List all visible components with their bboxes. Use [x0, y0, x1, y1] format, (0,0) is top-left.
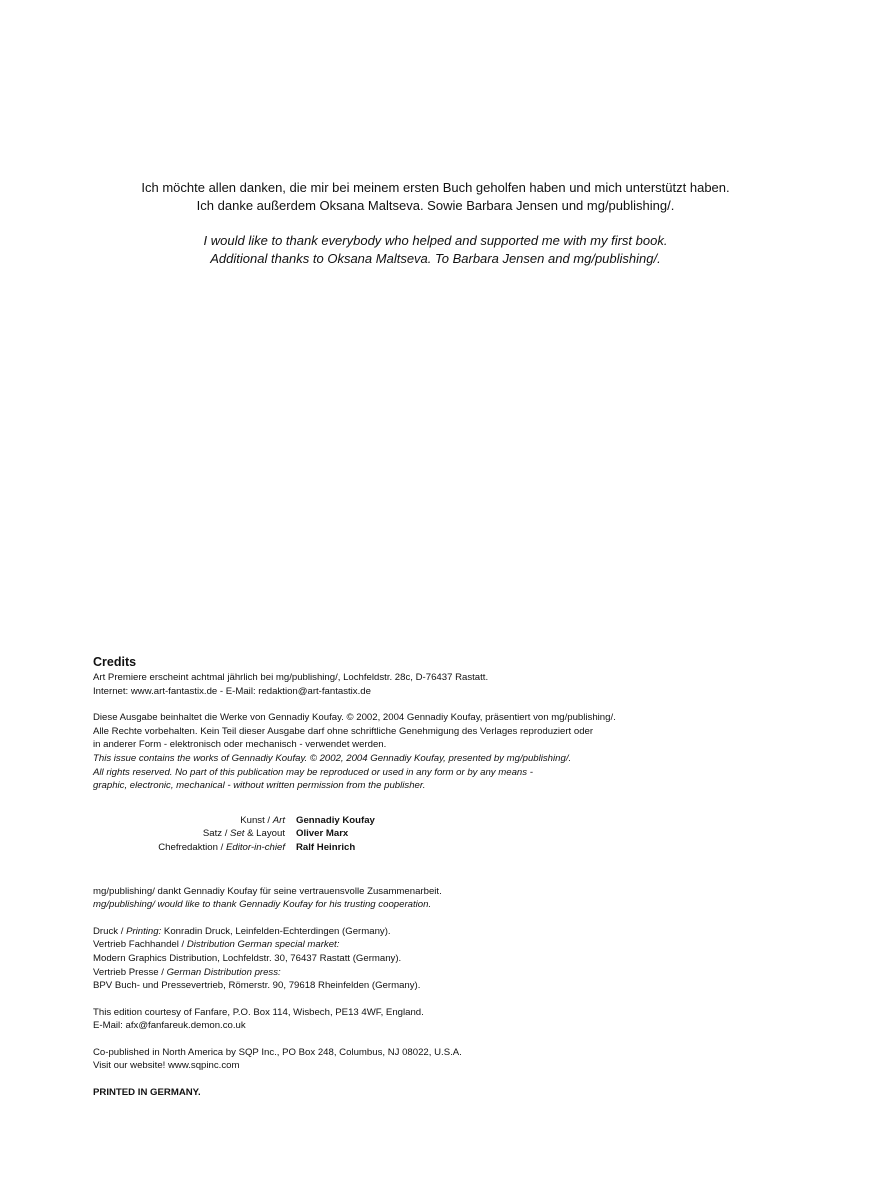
credits-section	[93, 655, 813, 1100]
rights-de-line: Diese Ausgabe beinhaltet die Werke von Gennadiy Koufay. © 2002, 2004 Gennadiy Koufay, präsentiert von mg/publishing/.	[93, 712, 616, 724]
website-line: Visit our website! www.sqpinc.com	[93, 1060, 240, 1072]
staff-role	[93, 841, 296, 855]
printing-label-de: Druck /	[93, 925, 127, 937]
printing-distribution	[93, 925, 813, 993]
role-en: Art	[272, 814, 285, 826]
rights-de-line: Alle Rechte vorbehalten. Kein Teil dieser Ausgabe darf ohne schriftliche Genehmigung des Verlages reproduziert oder	[93, 725, 594, 737]
role-tail: & Layout	[244, 828, 285, 840]
thanks-en-line-2: Additional thanks to Oksana Maltseva. To Barbara Jensen and mg/publishing/.	[210, 250, 661, 266]
rights-en-line: graphic, electronic, mechanical - without written permission from the publisher.	[93, 780, 426, 792]
press-label-de: Vertrieb Presse /	[93, 966, 167, 978]
role-de: Kunst /	[240, 814, 273, 826]
copublished-line: Co-published in North America by SQP Inc., PO Box 248, Columbus, NJ 08022, U.S.A.	[93, 1046, 462, 1058]
printing-value: Konradin Druck, Leinfelden-Echterdingen (Germany).	[161, 925, 391, 937]
distribution-label-de: Vertrieb Fachhandel /	[93, 939, 187, 951]
role-de: Chefredaktion /	[158, 841, 226, 853]
distribution-label-en: Distribution German special market:	[186, 939, 340, 951]
courtesy-line: This edition courtesy of Fanfare, P.O. Box 114, Wisbech, PE13 4WF, England.	[93, 1006, 424, 1018]
acknowledgements	[0, 179, 871, 267]
press-label-line	[93, 966, 813, 980]
rights-notice	[93, 711, 813, 793]
thanks-en-line-1: I would like to thank everybody who helped and supported me with my first book.	[203, 233, 668, 248]
staff-name: Oliver Marx	[296, 828, 349, 840]
thanks-de-line-2: Ich danke außerdem Oksana Maltseva. Sowie Barbara Jensen und mg/publishing/.	[196, 197, 675, 213]
distribution-label-line	[93, 938, 813, 952]
internet-line: Internet: www.art-fantastix.de - E-Mail: redaktion@art-fantastix.de	[93, 685, 371, 697]
role-en: Set	[230, 828, 245, 840]
staff-name: Ralf Heinrich	[296, 841, 356, 853]
staff-name: Gennadiy Koufay	[296, 814, 375, 826]
cooperation-de: mg/publishing/ dankt Gennadiy Koufay für seine vertrauensvolle Zusammenarbeit.	[93, 885, 442, 897]
cooperation-thanks	[93, 885, 813, 912]
staff-row	[93, 827, 813, 841]
printing-line	[93, 925, 813, 939]
staff-role	[93, 814, 296, 828]
publisher-line: Art Premiere erscheint achtmal jährlich bei mg/publishing/, Lochfeldstr. 28c, D-76437 Rastatt.	[93, 672, 489, 683]
staff-list	[93, 814, 813, 855]
credits-title: Credits	[93, 655, 137, 669]
distribution-value: Modern Graphics Distribution, Lochfeldstr. 30, 76437 Rastatt (Germany).	[93, 952, 402, 964]
role-de: Satz /	[202, 828, 231, 840]
press-value: BPV Buch- und Pressevertrieb, Römerstr. 90, 79618 Rheinfelden (Germany).	[93, 980, 421, 992]
staff-row	[93, 841, 813, 855]
printed-in-germany: PRINTED IN GERMANY.	[93, 1087, 201, 1099]
rights-de-line: in anderer Form - elektronisch oder mechanisch - verwendet werden.	[93, 739, 387, 751]
thanks-de-line-1: Ich möchte allen danken, die mir bei meinem ersten Buch geholfen haben und mich unterstützt haben.	[141, 180, 730, 195]
staff-row	[93, 814, 813, 828]
staff-role	[93, 827, 296, 841]
printing-label-en: Printing:	[126, 925, 162, 937]
cooperation-en: mg/publishing/ would like to thank Gennadiy Koufay for his trusting cooperation.	[93, 899, 432, 911]
courtesy-email: E-Mail: afx@fanfareuk.demon.co.uk	[93, 1020, 246, 1032]
press-label-en: German Distribution press:	[166, 966, 281, 978]
rights-en-line: This issue contains the works of Gennadiy Koufay. © 2002, 2004 Gennadiy Koufay, presented by mg/publishing/.	[93, 752, 572, 764]
publisher-info	[93, 671, 813, 698]
rights-en-line: All rights reserved. No part of this publication may be reproduced or used in any form or by any means -	[93, 766, 533, 778]
copublished-info	[93, 1046, 813, 1073]
courtesy-info	[93, 1006, 813, 1033]
role-en: Editor-in-chief	[225, 841, 285, 853]
